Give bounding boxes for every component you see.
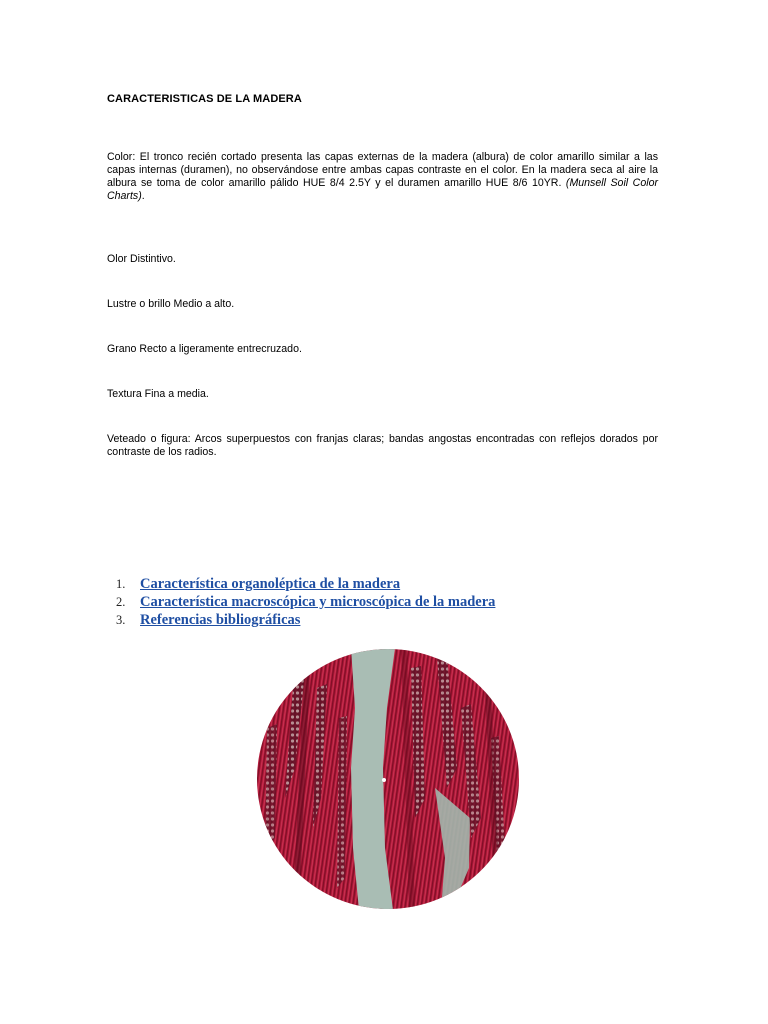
link-referencias[interactable]: Referencias bibliográficas (140, 612, 301, 628)
link-number: 1. (116, 577, 126, 591)
link-item (116, 593, 495, 611)
color-text: Color: El tronco recién cortado presenta las capas externas de la madera (albura) de color amarillo similar a las capas internas (duramen), no observándose entre ambas capas contraste en el color. En la madera seca al aire la albura se toma de color amarillo pálido HUE 8/4 2.5Y y el duramen amarillo HUE 8/6 10YR. (107, 151, 658, 189)
link-item (116, 611, 495, 629)
link-number: 3. (116, 613, 126, 627)
document-heading: CARACTERISTICAS DE LA MADERA (107, 93, 302, 105)
wood-microscopy-image (255, 648, 521, 910)
section-links (116, 575, 495, 629)
color-source: (Munsell Soil Color Charts) (107, 177, 658, 202)
color-paragraph (107, 151, 658, 203)
link-item (116, 575, 495, 593)
textura-paragraph: Textura Fina a media. (107, 388, 209, 400)
color-end: . (141, 190, 145, 202)
link-macro-microscopica[interactable]: Característica macroscópica y microscópica de la madera (140, 594, 496, 610)
link-number: 2. (116, 595, 126, 609)
lustre-paragraph: Lustre o brillo Medio a alto. (107, 298, 235, 310)
link-organoleptica[interactable]: Característica organoléptica de la madera (140, 576, 401, 592)
grano-paragraph: Grano Recto a ligeramente entrecruzado. (107, 343, 302, 355)
veteado-paragraph: Veteado o figura: Arcos superpuestos con franjas claras; bandas angostas encontradas con reflejos dorados por contraste de los radios. (107, 433, 658, 458)
olor-paragraph: Olor Distintivo. (107, 253, 176, 265)
